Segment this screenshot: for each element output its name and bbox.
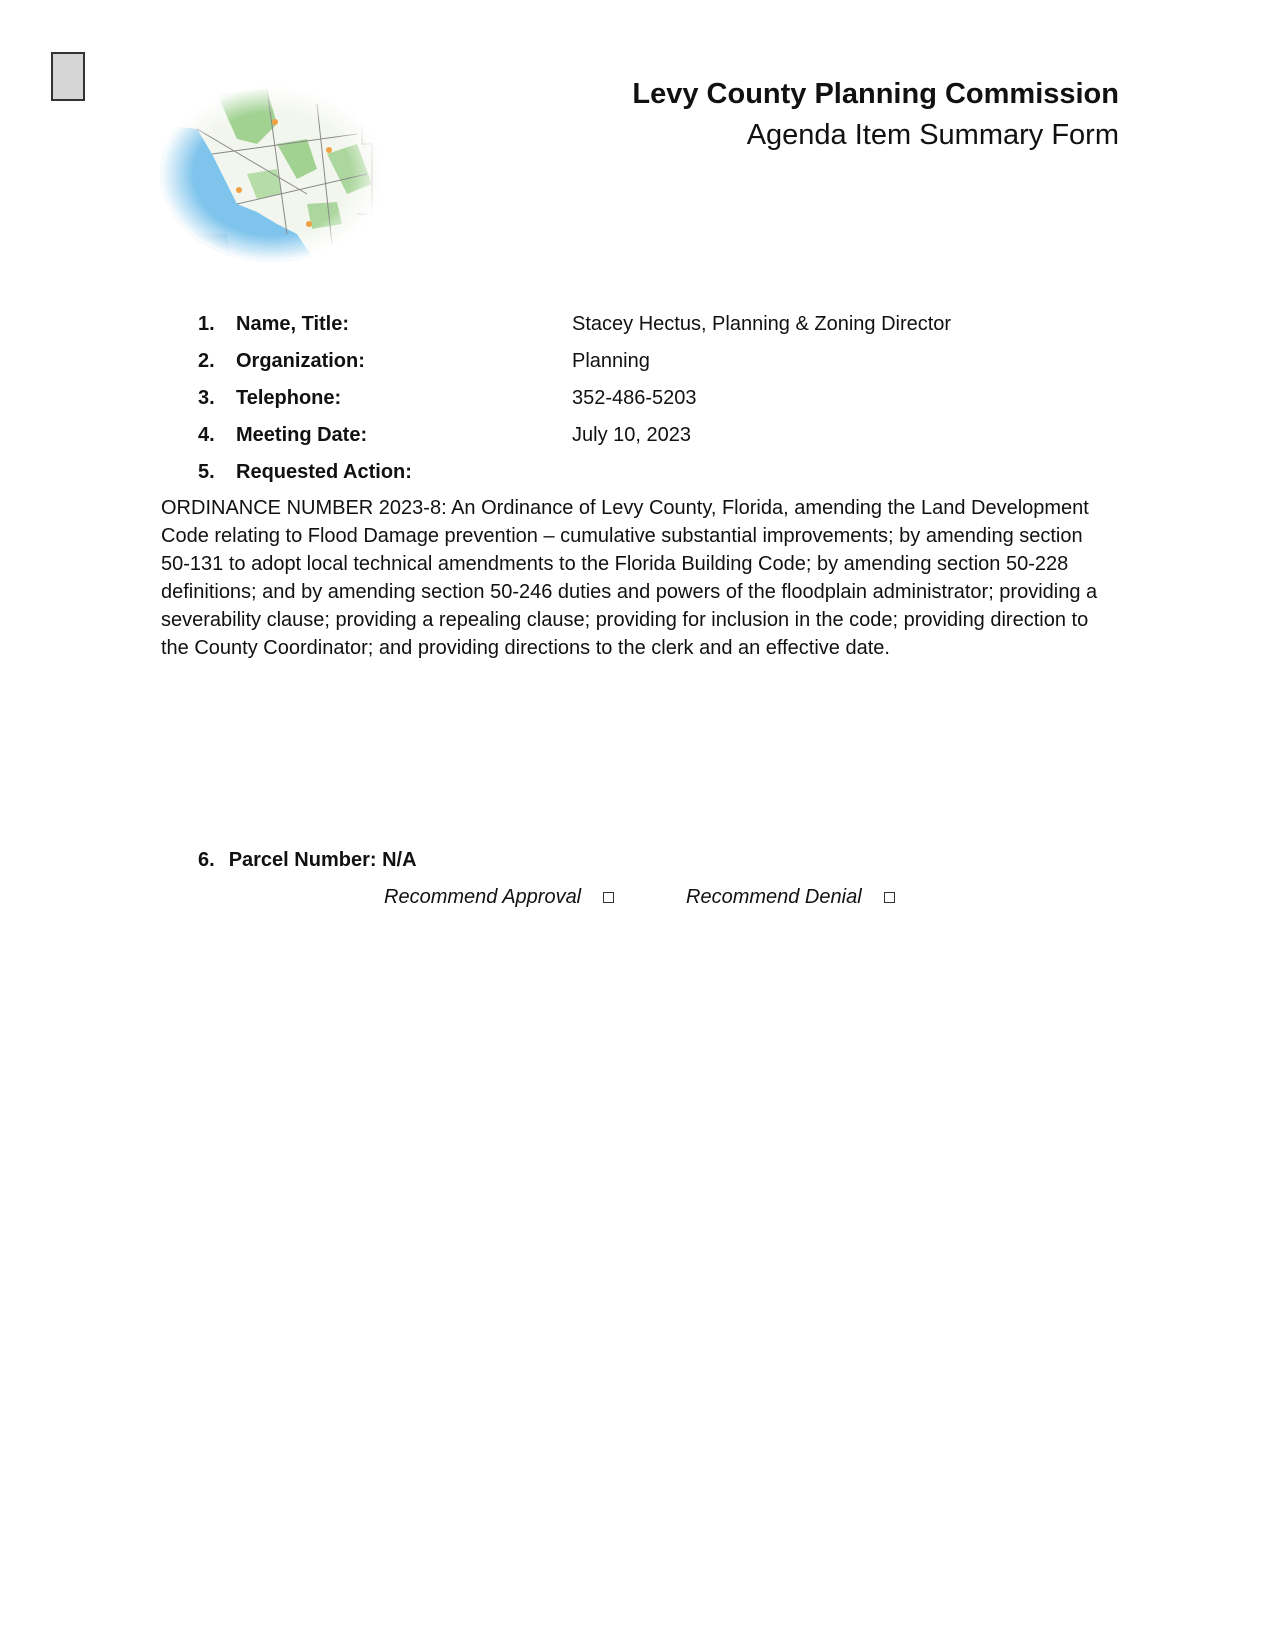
field-number: 1.	[198, 313, 215, 335]
field-label: Name, Title:	[236, 313, 349, 335]
field-number: 6.	[198, 849, 215, 871]
recommend-denial-label: Recommend Denial	[686, 886, 862, 908]
field-number: 2.	[198, 350, 215, 372]
field-label: Meeting Date:	[236, 424, 368, 446]
field-value: Planning	[572, 350, 650, 372]
field-number: 5.	[198, 461, 215, 483]
field-label: Requested Action:	[236, 461, 412, 483]
field-row-parcel-number	[198, 849, 417, 872]
page-title: Levy County Planning Commission	[632, 78, 1119, 110]
levy-county-map-logo	[157, 84, 387, 264]
field-label: Parcel Number: N/A	[228, 849, 417, 871]
field-value: Stacey Hectus, Planning & Zoning Director	[572, 313, 952, 335]
recommend-denial-checkbox[interactable]	[884, 892, 895, 903]
recommend-approval-label: Recommend Approval	[384, 886, 582, 908]
field-number: 4.	[198, 424, 215, 446]
corner-placeholder-box	[51, 52, 85, 101]
field-value: 352-486-5203	[572, 387, 697, 409]
recommend-approval-checkbox[interactable]	[603, 892, 614, 903]
recommend-denial-option	[686, 886, 895, 909]
recommend-approval-option	[384, 886, 614, 909]
field-value: July 10, 2023	[572, 424, 691, 446]
page-subtitle: Agenda Item Summary Form	[746, 119, 1119, 151]
requested-action-text: ORDINANCE NUMBER 2023-8: An Ordinance of Levy County, Florida, amending the Land Development Code relating to Flood Damage prevention – cumulative substantial improvements; by amending section 50-131 to adopt local technical amendments to the Florida Building Code; by amending section 50-228 definitions; and by amending section 50-246 duties and powers of the floodplain administrator; providing a severability clause; providing a repealing clause; providing for inclusion in the code; providing direction to the County Coordinator; and providing directions to the clerk and an effective date.	[161, 497, 1098, 659]
field-label: Organization:	[236, 350, 365, 372]
field-number: 3.	[198, 387, 215, 409]
field-label: Telephone:	[236, 387, 342, 409]
